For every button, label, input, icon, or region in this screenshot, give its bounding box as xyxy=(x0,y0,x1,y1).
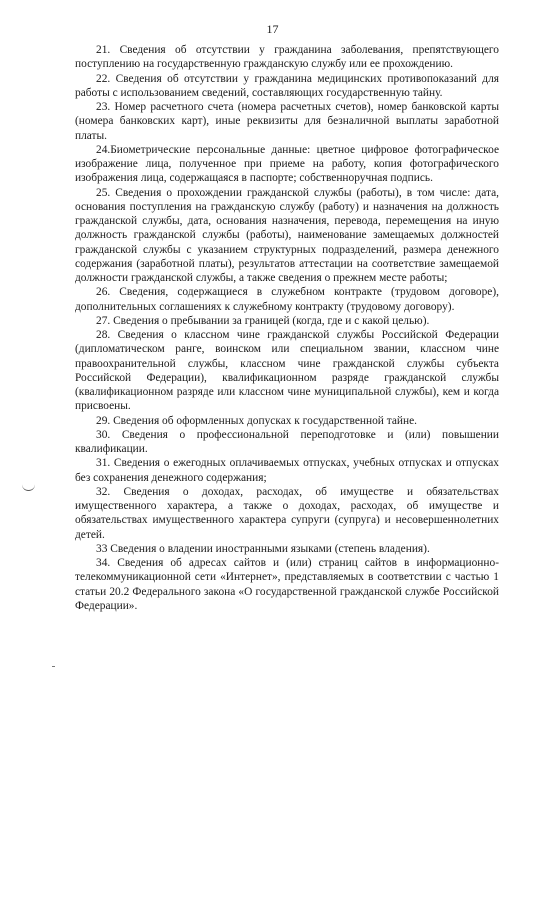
list-item: 21. Сведения об отсутствии у гражданина заболевания, препятствующего поступлению на государственную гражданскую службу или ее прохождению. xyxy=(75,44,499,71)
list-item: 28. Сведения о классном чине гражданской службы Российской Федерации (дипломатическом ранге, воинском или специальном звании, классном чине правоохранительной службы, классном чине гражданской службы субъекта Российской Федерации), квалификационном разряде гражданской службы (квалификационном разряде или классном чине муниципальной службы), кем и когда присвоены. xyxy=(75,329,499,413)
list-item: 31. Сведения о ежегодных оплачиваемых отпусках, учебных отпусках и отпусках без сохранения денежного содержания; xyxy=(75,457,499,484)
list-item: 30. Сведения о профессиональной переподготовке и (или) повышении квалификации. xyxy=(75,428,499,455)
list-item: 24.Биометрические персональные данные: цветное цифровое фотографическое изображение лица, полученное при приеме на работу, копия фотографического изображения лица, содержащаяся в паспорте; собственноручная подпись. xyxy=(75,143,499,185)
list-item: 23. Номер расчетного счета (номера расчетных счетов), номер банковской карты (номера банковских карт), иные реквизиты для безналичной выплаты заработной платы. xyxy=(75,101,499,142)
list-item: 25. Сведения о прохождении гражданской службы (работы), в том числе: дата, основания поступления на гражданскую службу (работу) и назначения на должность гражданской службы, дата, основания назначения, перевода, перемещения на иную должность гражданской службы (работы), наименование замещаемых должностей гражданской службы с указанием структурных подразделений, размера денежного содержания (заработной платы), результатов аттестации на соответствие замещаемой должности гражданской службы, а также сведения о прежнем месте работы; xyxy=(75,186,499,284)
list-item: 26. Сведения, содержащиеся в служебном контракте (трудовом договоре), дополнительных соглашениях к служебному контракту (трудовому договору). xyxy=(75,286,499,313)
document-body xyxy=(75,43,499,613)
list-item: 33 Сведения о владении иностранными языками (степень владения). xyxy=(96,542,430,555)
list-item: 27. Сведения о пребывании за границей (когда, где и с какой целью). xyxy=(96,314,430,327)
page-number: 17 xyxy=(266,22,279,36)
scan-margin-mark xyxy=(22,483,35,491)
list-item: 22. Сведения об отсутствии у гражданина медицинских противопоказаний для работы с использованием сведений, составляющих государственную тайну. xyxy=(75,72,499,99)
list-item: 34. Сведения об адресах сайтов и (или) страниц сайтов в информационно-телекоммуникационной сети «Интернет», представляемых в соответствии с частью 1 статьи 20.2 Федерального закона «О государственной гражданской службе Российской Федерации». xyxy=(75,557,499,612)
list-item: 29. Сведения об оформленных допусках к государственной тайне. xyxy=(96,414,417,427)
scan-speck xyxy=(52,666,55,667)
list-item: 32. Сведения о доходах, расходах, об имуществе и обязательствах имущественного характера, а также о доходах, расходах, об имуществе и обязательствах имущественного характера супруги (супруга) и несовершеннолетних детей. xyxy=(75,485,499,541)
